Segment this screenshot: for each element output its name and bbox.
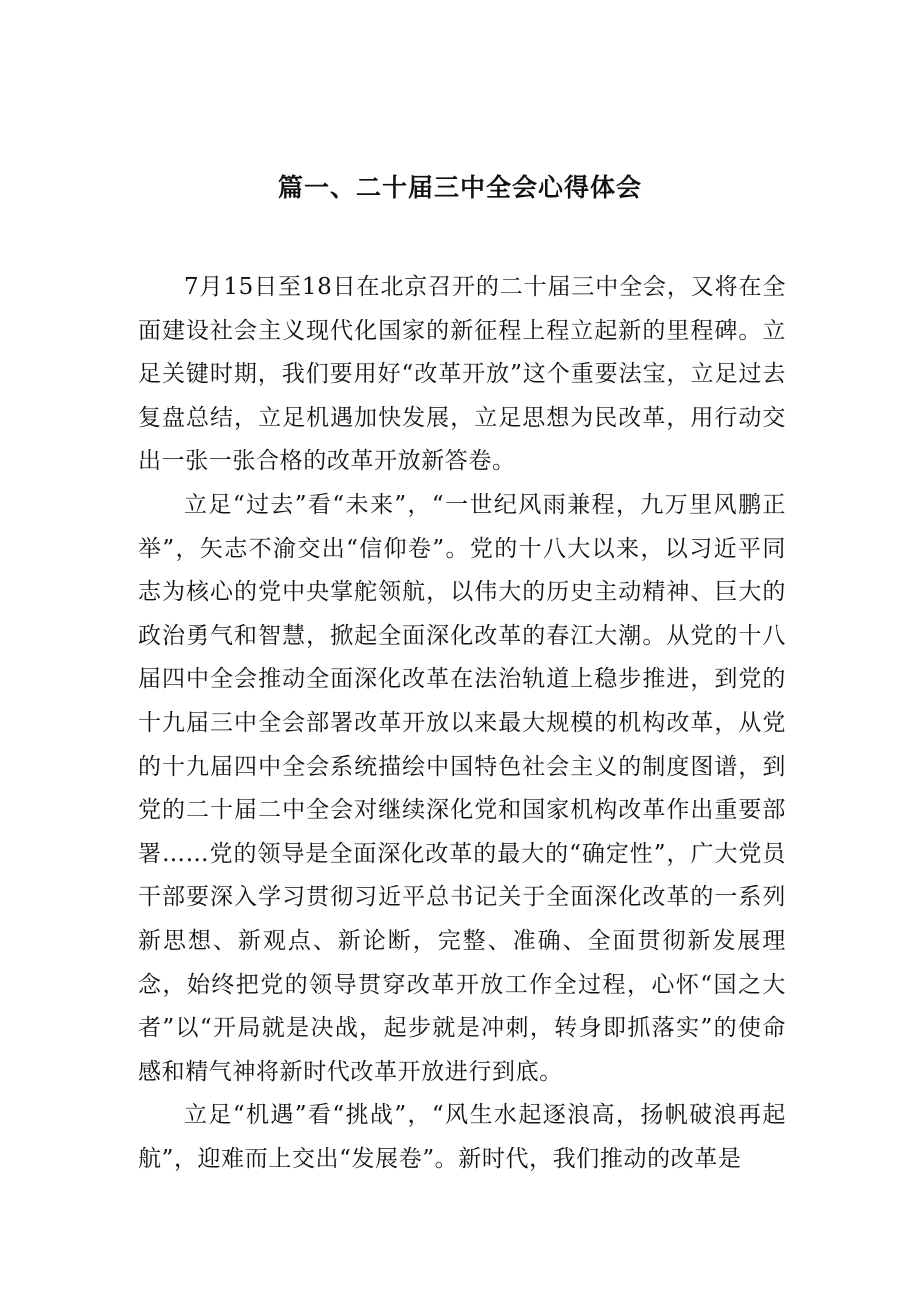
document-body <box>138 266 786 1181</box>
paragraph-1: 7月15日至18日在北京召开的二十届三中全会，又将在全面建设社会主义现代化国家的新征程上程立起新的里程碑。立足关键时期，我们要用好“改革开放”这个重要法宝，立足过去复盘总结，立足机遇加快发展，立足思想为民改革，用行动交出一张一张合格的改革开放新答卷。 <box>138 274 786 475</box>
paragraph-3: 立足“机遇”看“挑战”，“风生水起逐浪高，扬帆破浪再起航”，迎难而上交出“发展卷”。新时代，我们推动的改革是 <box>138 1102 786 1172</box>
paragraph-2: 立足“过去”看“未来”，“一世纪风雨兼程，九万里风鹏正举”，矢志不渝交出“信仰卷”。党的十八大以来，以习近平同志为核心的党中央掌舵领航，以伟大的历史主动精神、巨大的政治勇气和智慧，掀起全面深化改革的春江大潮。从党的十八届四中全会推动全面深化改革在法治轨道上稳步推进，到党的十九届三中全会部署改革开放以来最大规模的机构改革，从党的十九届四中全会系统描绘中国特色社会主义的制度图谱，到党的二十届二中全会对继续深化党和国家机构改革作出重要部署……党的领导是全面深化改革的最大的“确定性”，广大党员干部要深入学习贯彻习近平总书记关于全面深化改革的一系列新思想、新观点、新论断，完整、准确、全面贯彻新发展理念，始终把党的领导贯穿改革开放工作全过程，心怀“国之大者”以“开局就是决战，起步就是冲刺，转身即抓落实”的使命感和精气神将新时代改革开放进行到底。 <box>138 491 786 1085</box>
document-title: 篇一、二十届三中全会心得体会 <box>277 173 642 202</box>
